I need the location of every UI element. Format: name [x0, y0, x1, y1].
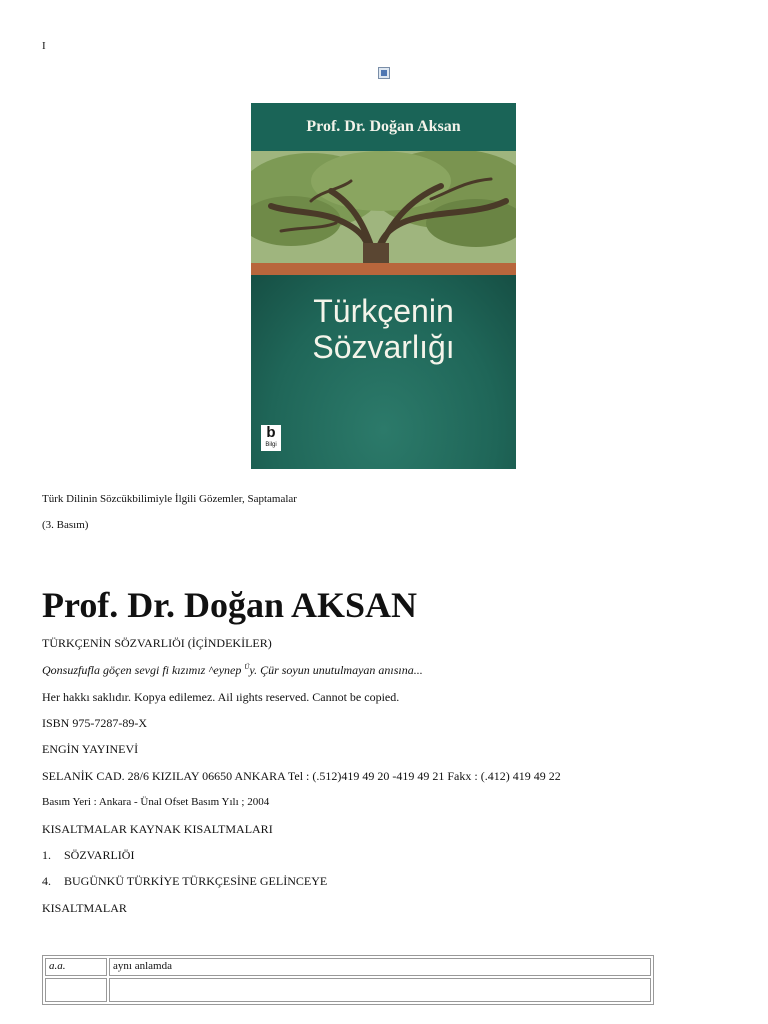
table-row: [45, 978, 651, 1002]
isbn: ISBN 975-7287-89-X: [42, 716, 147, 730]
cover-title-line2: Sözvarlığı: [312, 329, 455, 365]
cover-author: Prof. Dr. Doğan Aksan: [251, 103, 516, 151]
list-item-text: SÖZVARLIÖI: [64, 848, 135, 862]
table-row: [45, 958, 651, 976]
abbreviations-table: [42, 955, 654, 1005]
publisher-logo: [261, 425, 281, 451]
abbrev-key: [45, 978, 107, 1002]
cover-title: [251, 293, 516, 365]
toc-title: TÜRKÇENİN SÖZVARLIÖI (İÇİNDEKİLER): [42, 636, 272, 650]
rights-notice: Her hakkı saklıdır. Kopya edilemez. Ail ıights reserved. Cannot be copied.: [42, 690, 400, 704]
tree-illustration: [251, 151, 516, 275]
dedication-sup: Ü: [244, 663, 250, 671]
page-marker: I: [42, 40, 46, 52]
broken-image-icon[interactable]: [378, 67, 390, 79]
abbrev-value: [109, 978, 651, 1002]
list-item-number: 1.: [42, 848, 51, 862]
cover-title-line1: Türkçenin: [313, 293, 454, 329]
author-heading: Prof. Dr. Doğan AKSAN: [42, 585, 418, 625]
dedication-main: Qonsuzfufla göçen sevgi fi kızımız ^eynep: [42, 663, 245, 677]
print-info: Basım Yeri : Ankara - Ünal Ofset Basım Yılı ; 2004: [42, 796, 270, 808]
list-item-number: 4.: [42, 874, 51, 888]
abbrev-value: aynı anlamda: [109, 958, 651, 976]
publisher-name: ENGİN YAYINEVİ: [42, 742, 139, 756]
publisher-address: SELANİK CAD. 28/6 KIZILAY 06650 ANKARA Tel : (.512)419 49 20 -419 49 21 Fakx : (.412) 419 49 22: [42, 769, 561, 783]
list-item: [42, 848, 134, 863]
list-item-text: BUGÜNKÜ TÜRKİYE TÜRKÇESİNE GELİNCEYE: [64, 874, 328, 888]
book-subtitle: Türk Dilinin Sözcükbilimiyle İlgili Gözemler, Saptamalar: [42, 493, 297, 505]
abbrev-key: a.a.: [45, 958, 107, 976]
abbrev-section-title: KISALTMALAR: [42, 901, 127, 915]
dedication: [42, 663, 423, 678]
publisher-logo-name: Bilgi: [265, 442, 277, 448]
list-item: [42, 874, 327, 889]
edition: (3. Basım): [42, 519, 89, 531]
cover-tree-photo: [251, 151, 516, 275]
book-cover: [251, 103, 516, 469]
publisher-logo-letter: b: [266, 424, 276, 441]
dedication-rest: y. Çür soyun unutulmayan anısına...: [249, 663, 423, 677]
abbrev-header: KISALTMALAR KAYNAK KISALTMALARI: [42, 822, 273, 836]
